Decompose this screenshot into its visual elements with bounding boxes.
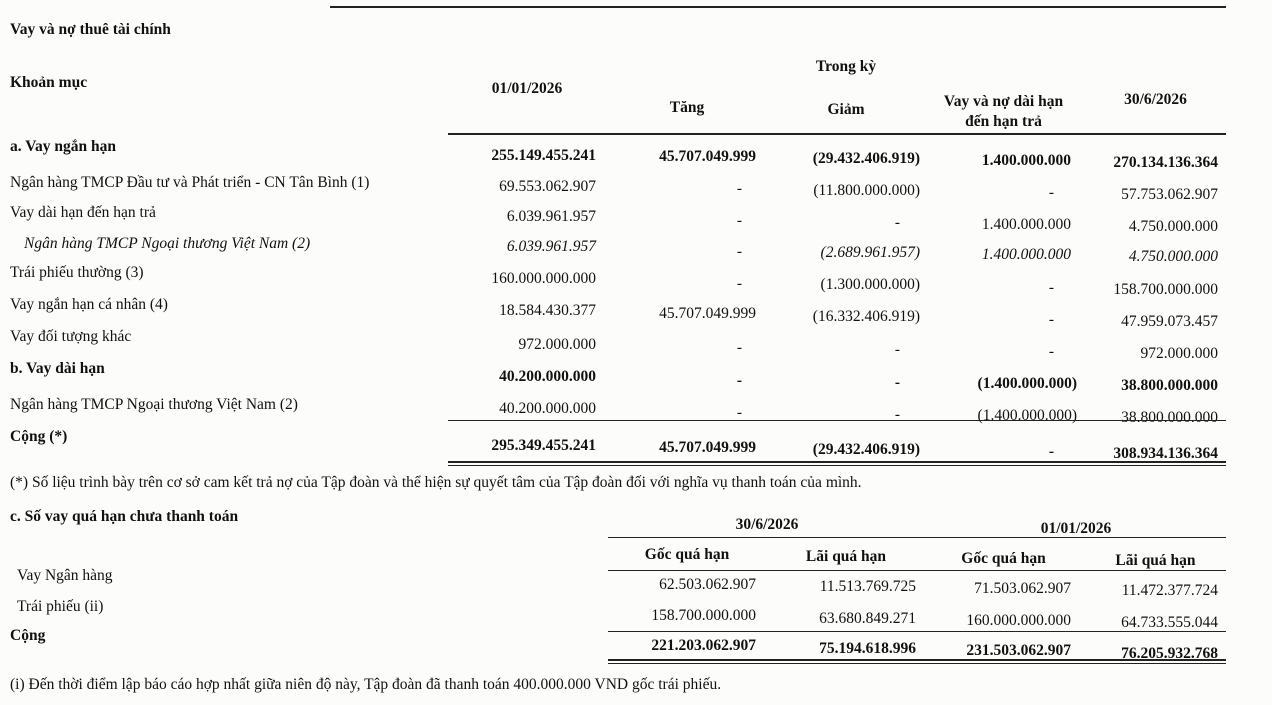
cell-closing: 38.800.000.000 [1121, 377, 1218, 394]
cell-increase: 45.707.049.999 [659, 305, 756, 322]
cell-opening: 6.039.961.957 [506, 238, 596, 255]
cell-reclass: - [1048, 279, 1054, 296]
cell-closing: 4.750.000.000 [1128, 218, 1218, 235]
cell-principal-1: 221.203.062.907 [651, 637, 756, 654]
total-label: Cộng [10, 627, 46, 644]
cell-decrease: - [894, 341, 900, 358]
col-interest-1: Lãi quá hạn [805, 548, 887, 565]
cell-decrease: (1.300.000.000) [820, 276, 920, 293]
col-interest-2: Lãi quá hạn [1115, 552, 1196, 569]
section-c-total-rule-2 [608, 663, 1226, 664]
cell-decrease: (29.432.406.919) [812, 150, 920, 167]
cell-reclass: 1.400.000.000 [981, 216, 1071, 233]
cell-decrease: (29.432.406.919) [812, 441, 920, 458]
row-label: Ngân hàng TMCP Ngoại thương Việt Nam (2) [10, 396, 298, 413]
cell-closing: 308.934.136.364 [1113, 445, 1218, 462]
cell-reclass: - [1048, 443, 1054, 460]
note-star: (*) Số liệu trình bày trên cơ sở cam kết trả nợ của Tập đoàn và thể hiện sự quyết tâm của Tập đoàn đối với nghĩa vụ thanh toán của mình. [10, 474, 862, 491]
cell-increase: - [736, 180, 742, 197]
cell-principal-1: 62.503.062.907 [659, 576, 756, 593]
cell-reclass: (1.400.000.000) [977, 407, 1077, 424]
header-item: Khoản mục [10, 74, 88, 91]
cell-reclass: (1.400.000.000) [977, 375, 1077, 392]
cell-opening: 255.149.455.241 [491, 147, 596, 164]
cell-increase: - [736, 243, 742, 260]
cell-increase: - [736, 372, 742, 389]
cell-interest-1: 63.680.849.271 [819, 610, 916, 627]
section-c-group-rule [608, 537, 1226, 538]
header-period-group: Trong kỳ [815, 58, 877, 75]
row-label: Vay đối tượng khác [10, 328, 132, 345]
section-c-total-rule-1 [608, 659, 1226, 661]
header-opening: 01/01/2026 [491, 80, 563, 97]
cell-opening: 160.000.000.000 [491, 270, 596, 287]
cell-closing: 158.700.000.000 [1113, 281, 1218, 298]
cell-principal-2: 71.503.062.907 [974, 580, 1071, 597]
cell-principal-2: 231.503.062.907 [966, 642, 1071, 659]
cell-increase: - [736, 275, 742, 292]
cell-increase: 45.707.049.999 [659, 148, 756, 165]
cell-interest-1: 11.513.769.725 [819, 578, 916, 595]
row-label: Vay dài hạn đến hạn trả [10, 204, 156, 221]
cell-reclass: - [1048, 311, 1054, 328]
section-c-date2: 01/01/2026 [1040, 520, 1112, 537]
cell-increase: - [736, 212, 742, 229]
cell-decrease: - [894, 374, 900, 391]
header-decrease: Giảm [827, 101, 865, 118]
cell-closing: 57.753.062.907 [1121, 186, 1218, 203]
cell-closing: 4.750.000.000 [1128, 248, 1218, 265]
section-c-title: c. Số vay quá hạn chưa thanh toán [10, 508, 239, 525]
row-label: Trái phiếu thường (3) [10, 264, 144, 281]
total-rule-2 [448, 465, 1226, 466]
header-rule [448, 133, 1226, 135]
cell-reclass: 1.400.000.000 [981, 246, 1071, 263]
section-c-header-rule [608, 570, 1226, 571]
cell-opening: 295.349.455.241 [491, 437, 596, 454]
cell-reclass: - [1048, 343, 1054, 360]
cell-principal-1: 158.700.000.000 [651, 607, 756, 624]
total-rule-1 [448, 461, 1226, 463]
header-reclass-line1: Vay và nợ dài hạn [943, 93, 1064, 110]
cell-decrease: (2.689.961.957) [820, 244, 920, 261]
row-label: Trái phiếu (ii) [17, 598, 104, 615]
cell-opening: 972.000.000 [518, 336, 596, 353]
cell-reclass: - [1048, 184, 1054, 201]
note-i: (i) Đến thời điểm lập báo cáo hợp nhất giữa niên độ này, Tập đoàn đã thanh toán 400.000.000 VND gốc trái phiếu. [10, 676, 722, 693]
cell-decrease: (11.800.000.000) [813, 182, 920, 199]
cell-closing: 270.134.136.364 [1113, 154, 1218, 171]
cell-opening: 69.553.062.907 [499, 178, 596, 195]
cell-decrease: (16.332.406.919) [812, 308, 920, 325]
cell-closing: 38.800.000.000 [1121, 409, 1218, 426]
header-closing: 30/6/2026 [1124, 91, 1187, 108]
col-principal-2: Gốc quá hạn [961, 550, 1046, 567]
cell-increase: 45.707.049.999 [659, 439, 756, 456]
cell-opening: 6.039.961.957 [506, 208, 596, 225]
cell-increase: - [736, 339, 742, 356]
cell-opening: 18.584.430.377 [499, 302, 596, 319]
cell-principal-2: 160.000.000.000 [966, 612, 1071, 629]
section-c-date1: 30/6/2026 [735, 516, 799, 533]
cell-interest-2: 64.733.555.044 [1121, 614, 1218, 631]
cell-increase: - [736, 404, 742, 421]
row-label: Ngân hàng TMCP Đầu tư và Phát triển - CN Tân Bình (1) [10, 174, 370, 191]
cell-opening: 40.200.000.000 [499, 368, 596, 385]
row-label: Vay ngắn hạn cá nhân (4) [10, 296, 168, 313]
cell-reclass: 1.400.000.000 [981, 152, 1071, 169]
cell-interest-2: 11.472.377.724 [1121, 582, 1218, 599]
col-principal-1: Gốc quá hạn [644, 546, 730, 563]
cell-interest-2: 76.205.932.768 [1121, 645, 1218, 662]
cell-decrease: - [894, 214, 900, 231]
row-label: Vay Ngân hàng [17, 567, 113, 584]
row-label: a. Vay ngắn hạn [10, 138, 116, 155]
section-c-subtotal-rule [608, 631, 1226, 632]
row-label: Ngân hàng TMCP Ngoại thương Việt Nam (2) [24, 235, 311, 252]
total-label: Cộng (*) [10, 428, 68, 445]
cell-interest-1: 75.194.618.996 [819, 640, 916, 657]
cell-decrease: - [894, 406, 900, 423]
subtotal-rule [448, 420, 1226, 421]
header-increase: Tăng [669, 99, 705, 116]
cell-closing: 972.000.000 [1140, 345, 1218, 362]
header-reclass-line2: đến hạn trả [965, 113, 1042, 130]
row-label: b. Vay dài hạn [10, 360, 105, 377]
cell-closing: 47.959.073.457 [1121, 313, 1218, 330]
cell-opening: 40.200.000.000 [499, 400, 596, 417]
top-rule [330, 6, 1226, 8]
page-title: Vay và nợ thuê tài chính [10, 21, 171, 38]
